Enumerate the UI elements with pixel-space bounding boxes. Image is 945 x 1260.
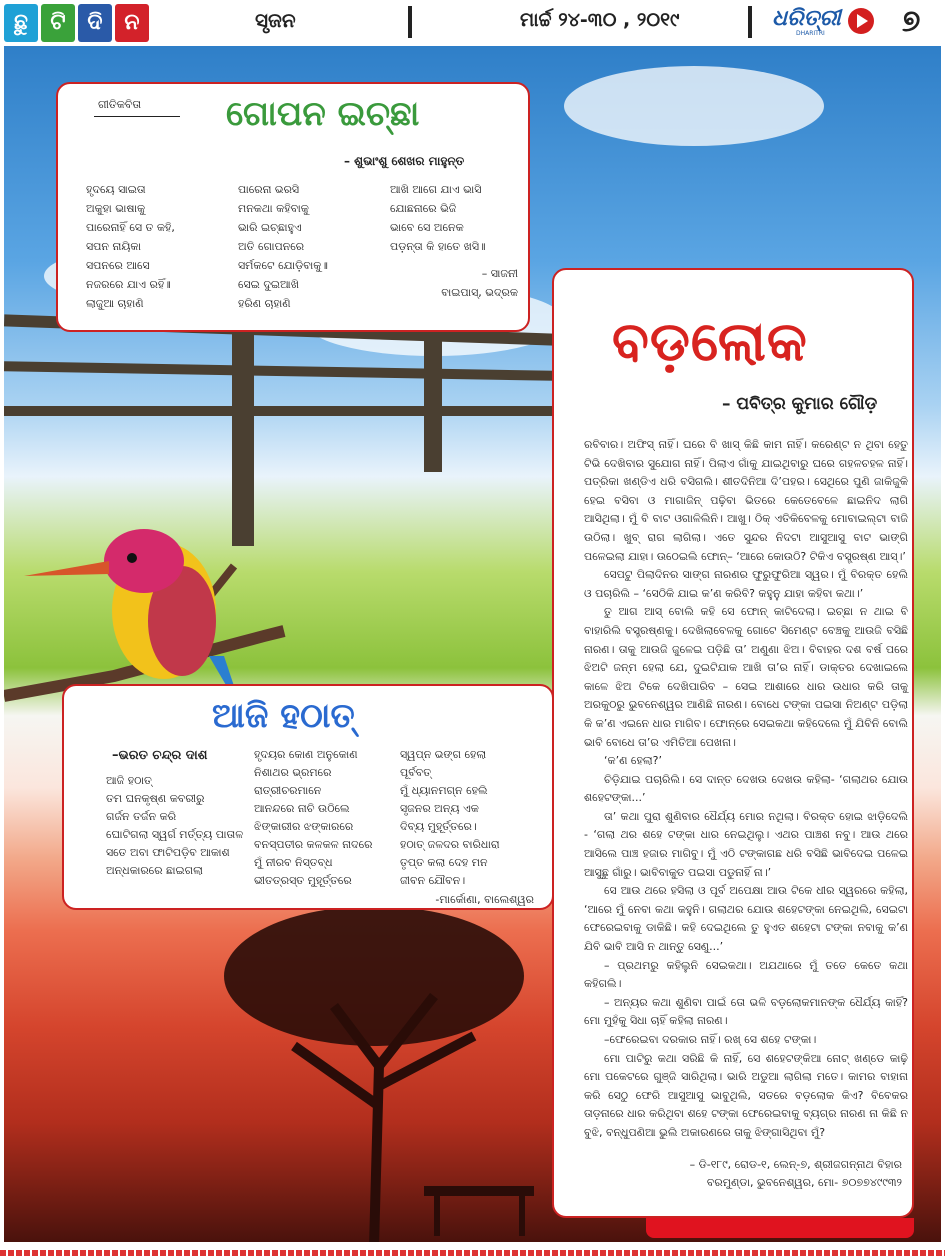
fence-rail [4, 361, 554, 381]
story-signature: – ଡି-୧୮୯, ରୋଡ-୧, ଲେନ୍-୭, ଶ୍ରୀଜଗନ୍ନାଥ ବିହାର ବରମୁଣ୍ଡା, ଭୁବନେଶ୍ୱର, ମୋ- ୭୦୭୭୪୯୯୩୨ [689, 1158, 902, 1189]
page-number: ୭ [902, 4, 921, 39]
poem-panel-gopana-ichha [56, 82, 530, 332]
poem-column-2: ପାରେନା ଭରସି ମନକଥା କହିବାକୁ ଭାରି ଇଚ୍ଛାହୁଏ ଅତି ଗୋପନରେ ସର୍ମକଟେ ଯୋଡ଼ିବାକୁ॥ ସେଇ ଦୁଇଆଖି ହରିଣ ଚାହାଣି [238, 183, 328, 310]
story-paragraph: ତା’ କଥା ପୁରା ଶୁଣିବାର ଧୈର୍ଯ୍ୟ ମୋର ନଥିଲା। ବିରକ୍ତ ହୋଇ ଝାଡ଼ିଦେଲି - ‘ଗଲା ଥର ଶହେ ଟଙ୍କା ଧାର ନେଇଥିଲୁ। ଏଥର ପାଞ୍ଚଶ ନବୁ। ଆଉ ଥରେ ଆସିଲେ ପାଞ୍ଚ ହଜାର ମାଗିବୁ। ମୁଁ ଏଠି ଟଙ୍କାଗଛ ଧରି ବସିଛି ଭାବିଦେଇ ପଳେଇ ଆସୁଛୁ ଗାଁରୁ। ଭାବିବାକୁତ ପଇସା ପଡୁନାହିଁ ନା।’ [584, 809, 908, 879]
section-name: ସୃଜନ [255, 8, 296, 32]
story-title: ବଡ଼ଲୋକ [612, 310, 808, 373]
poem-panel-aji-hathat [62, 684, 554, 910]
poem-column-2: ହୃଦୟର କୋଣ ଅନୁକୋଣ ନିଶାଥର ଭ୍ରମରେ ରାତ୍ରୀଚରମାନେ ଆନନ୍ଦରେ ନାଚି ଉଠିଲେ ଝିଙ୍କାରୀର ଝଙ୍କାରରେ ବନସ୍ପତୀର କଳକଳ ନାଦରେ ମୁଁ ନୀରବ ନିସ୍ତବ୍ଧ ଭୀତତ୍ରସ୍ତ ମୁହୂର୍ତ୍ତରେ [254, 748, 373, 887]
story-author: – ପବିତ୍ର କୁମାର ଗୌଡ଼ [722, 394, 878, 414]
fence-post [424, 322, 442, 472]
logo-letter-3: ଦି [78, 4, 112, 42]
issue-date: ମାର୍ଚ୍ଚ ୨୪-୩୦ , ୨୦୧୯ [520, 9, 680, 31]
story-paragraph: ତୁ ଆଗ ଆସ୍ ବୋଲି କହି ସେ ଫୋନ୍ କାଟିଦେଲା। ଇଚ୍ଛା ନ ଥାଇ ବି ବାହାରିଲି ବସ୍ତ୍ରଷ୍ଣକୁ। ଦେଖିଲାବେଳକୁ ଗୋଟେ ସିମେଣ୍ଟ ବେଞ୍ଚକୁ ଆଉଜି ବସିଛି ନାରଣ। ତାକୁ ଆଉଜି ଜୁଳେଇ ପଡ଼ିଛି ତା’ ଅଣୁଣା ଝିଅ। ବିବାହର ଦଶ ବର୍ଷ ପରେ ଝିଅଟି ଜନ୍ମ ହେଲା ଯେ, ଦୁଇଟିଯାକ ଆଖି ତା’ର ନାହିଁ। ଡାକ୍ତର ଦେଖାଇଲେ କାଳେ ଝିଅ ଟିକେ ଦେଖିପାରିବ – ସେଇ ଆଶାରେ ଧାର ଉଧାର କରି ତାକୁ ଅରକୁଠରୁ ଭୁବନେଶ୍ୱର ଆଣିଛି ନାରଣ। ବୋଧେ ଟଙ୍କା ପଇସା ନିଅଣ୍ଟ ପଡ଼ିଲା କି କ’ଣ ଏଇନେ ଧାର ମାଗିବ। ଫୋନ୍‌ରେ ସେଇକଥା କହିଦେଲେ ମୁଁ ଯିବିନି ବୋଲି ଭାବି ବୋଧେ ତା’ର ଏମିତିଆ ପେଖନା। [584, 605, 908, 749]
brand-subtitle: DHARITRI [796, 30, 825, 37]
story-paragraph: ଚିଡ଼ିଯାଇ ପଚାରିଲି। ସେ ଦାନ୍ତ ଦେଖଉ ଦେଖଉ କହିଲା- ‘ଗଲାଥର ଯୋଉ ଶହେଟଙ୍କା...’ [584, 772, 908, 805]
poem-column-1: ହୃଦୟେ ସାଇତା ଅକୁହା ଭାଷାକୁ ପାରେନାହିଁ ସେ ତ କହି, ସପନ ନାୟିକା ସପନରେ ଆସେ ନଜରରେ ଯାଏ ରହିଁ॥ ଲାଜୁଆ ଚାହାଣି [86, 183, 175, 310]
story-paragraph: ‘କ’ଣ ହେଲା?’ [604, 754, 662, 768]
brand-logo: ଧରିତ୍ରୀ [772, 6, 841, 31]
category-tag: ଗୀତିକବିତା [98, 98, 142, 111]
header-divider [748, 6, 752, 38]
play-icon [848, 8, 874, 34]
story-paragraph: ସେପଟୁ ପିଲାଦିନର ସାଙ୍ଗ ନାରଣର ଫୁରୁଫୁରିଆ ସ୍ୱର। ମୁଁ ବିରକ୍ତ ହେଲି ଓ ପଚାରିଲି – ‘ସେଠିକି ଯାଇ କ’ଣ କରିବି? କହୁନୁ ଯାହା କହିବା କଥା।’ [584, 568, 908, 600]
poem-signature: – ସାଜନୀ ବାଇପାସ୍, ଭଦ୍ରକ [441, 267, 518, 299]
page-header [0, 0, 945, 44]
logo-letter-1: ଛୁ [4, 4, 38, 42]
story-body [584, 436, 908, 1143]
logo-letter-2: ଟି [41, 4, 75, 42]
story-paragraph: ସେ ଆଉ ଥରେ ହସିଲା ଓ ପୂର୍ବ ଅପେକ୍ଷା ଆଉ ଟିକେ ଧୀର ସ୍ୱରରେ କହିଲା, ‘ଆରେ ମୁଁ ନେବା କଥା କହୁନି। ଗଲାଥର ଯୋଉ ଶହେଟଙ୍କା ନେଇଥିଲି, ସେଇଟା ଫେରେଇବାକୁ ଡାକିଛି। କହି ଦେଇଥିଲେ ତୁ ହୁଏତ ଶହେଟା ଟଙ୍କା ନବାକୁ କ’ଣ ଯିବି ଭାବି ଆସି ନ ଥାନ୍ତୁ ସେଣୁ...’ [584, 884, 908, 954]
poem-signature: -ମାର୍କୋଣା, ବାଲେଶ୍ୱର [435, 893, 534, 906]
logo-letter-4: ନ [115, 4, 149, 42]
story-paragraph: ମୋ ପାଟିରୁ କଥା ସରିଛି କି ନାହିଁ, ସେ ଶହେଟଙ୍କିଆ ନୋଟ୍ ଖଣ୍ଡେ କାଢ଼ି ମୋ ପକେଟରେ ଗୁଞ୍ଜି ସାରିଥିଲା। ଭାରି ଅଡୁଆ ଲାଗିଲା ମତେ। କାମର ବାହାନା କରି ସେଠୁ ଫେରି ଆସୁଆସୁ ଭାବୁଥିଲି, ସତରେ ବଡ଼ଲୋକ କିଏ? ବିବେକର ତାଡ଼ନାରେ ଧାର କରିଥିବା ଶହେ ଟଙ୍କା ଫେରେଇବାକୁ ବ୍ୟଗ୍ର ନାରଣ ନା କିଛି ନ ବୁଝି, ବନ୍ଧୁପଣିଆ ଭୁଲି ଅକାରଣରେ ତାକୁ ଝିଙ୍ଗାସିଥିବା ମୁଁ? [584, 1051, 908, 1139]
poem-column-3: ସ୍ୱପ୍ନ ଭଙ୍ଗ ହେଲା ପୂର୍ବବତ୍ ମୁଁ ଧ୍ୟାନମଗ୍ନ ହେଲି ସୃଜନର ଅନ୍ୟ ଏକ ଦିବ୍ୟ ମୁହୂର୍ତ୍ତରେ। ହଠାତ୍ ଜଳଦର ବାରିଧାରା ତୃପ୍ତ କଲା ଦେହ ମନ ଜୀବନ ଯୌବନ। [400, 748, 500, 887]
tree-silhouette [204, 886, 544, 1242]
decorative-red-strip [646, 1218, 914, 1238]
story-paragraph: – ପ୍ରଥମରୁ କହିଲୁନି ସେଇକଥା। ଅଯଥାରେ ମୁଁ ତତେ କେତେ କଥା କହିଗଲି। [584, 958, 908, 991]
poem-title: ଗୋପନ ଇଚ୍ଛା [226, 94, 420, 134]
poem-title: ଆଜି ହଠାତ୍ [212, 696, 355, 736]
story-panel-badalok [552, 268, 914, 1218]
poem-author: –ଭରତ ଚନ୍ଦ୍ର ଦାଶ [112, 748, 208, 763]
tag-rule [94, 116, 180, 117]
story-paragraph: ରବିବାର। ଅଫିସ୍ ନାହିଁ। ଘରେ ବି ଖାସ୍ କିଛି କାମ ନାହିଁ। କରେଣ୍ଟ ନ ଥିବା ହେତୁ ଟିଭି ଦେଖିବାର ସୁଯୋଗ ନାହିଁ। ପିଲାଏ ଗାଁକୁ ଯାଇଥିବାରୁ ଘରେ ଗହଳଚହଳ ନାହିଁ। ପତ୍ରିକା ଖଣ୍ଡିଏ ଧରି ବସିଗଲି। ଶୀତଦିନିଆ ଦି’ପହର। ସେଥିରେ ପୁଣି ଜାକିଜୁକି ହେଇ ବସିବା ଓ ମାଗାଜିନ୍ ପଢ଼ିବା ଭିତରେ କେତେବେଳେ ଛାଇନିଦ ଲାଗି ଆସିଥିଲା। ମୁଁ ବି ବାଟ ଓଗାଳିଲିନି। ଆଖୁ। ଠିକ୍ ଏତିକିବେଳକୁ ମୋବାଇଲ୍‌ଟା ବାଜି ଉଠିଲା। ଖୁବ୍ ରାଗ ଲାଗିଲା। ଏତେ ସୁନ୍ଦର ନିଦଟା ଆସୁଆସୁ ବାଟ ଭାଙ୍ଗି ପଳେଇଲା ଯାହା। ଉଠେଇଲି ଫୋନ୍– ‘ଆରେ କୋଉଠି? ଟିକିଏ ବସ୍ତ୍ରଷ୍ଣ ଆସ୍।’ [584, 438, 908, 563]
story-paragraph: – ଅନ୍ୟର କଥା ଶୁଣିବା ପାଇଁ ତୋ ଭଳି ବଡ଼ଲୋକମାନଙ୍କ ଧୈର୍ଯ୍ୟ କାହିଁ? ମୋ ମୁହଁକୁ ସିଧା ଚାହିଁ କହିଲା ନାରଣ। [584, 995, 908, 1028]
header-divider [408, 6, 412, 38]
bottom-rule [0, 1250, 945, 1256]
cloud [564, 66, 824, 146]
poem-column-3: ଆଖି ଆଗେ ଯାଏ ଭାସି ଯୋଛନାରେ ଭିଜି ଭାବେ ସେ ଅନେକ ପଡ଼ନ୍ତା କି ହାତେ ଖସି॥ [390, 183, 486, 253]
story-paragraph: –ଫେରେଇବା ଦରକାର ନାହିଁ। ରଖ୍ ସେ ଶହେ ଟଙ୍କା। [604, 1033, 817, 1046]
poem-author: – ଶୁଭାଂଶୁ ଶେଖର ମାହୁନ୍ତ [344, 154, 465, 168]
fence-rail [4, 406, 554, 416]
poem-column-1: ଆଜି ହଠାତ୍ ତମ ଘନକୃଷ୍ଣ କବରୀରୁ ଗର୍ଜନ ତର୍ଜନ କରି ଘୋଟିଗଲା ସ୍ୱର୍ଗ ମର୍ତ୍ତ୍ୟ ପାତାଳ ସତେ ଅବା ଫାଟିପଡ଼ିବ ଆକାଶ ଅନ୍ଧକାରରେ ଛାଇଗଲା [106, 774, 244, 877]
